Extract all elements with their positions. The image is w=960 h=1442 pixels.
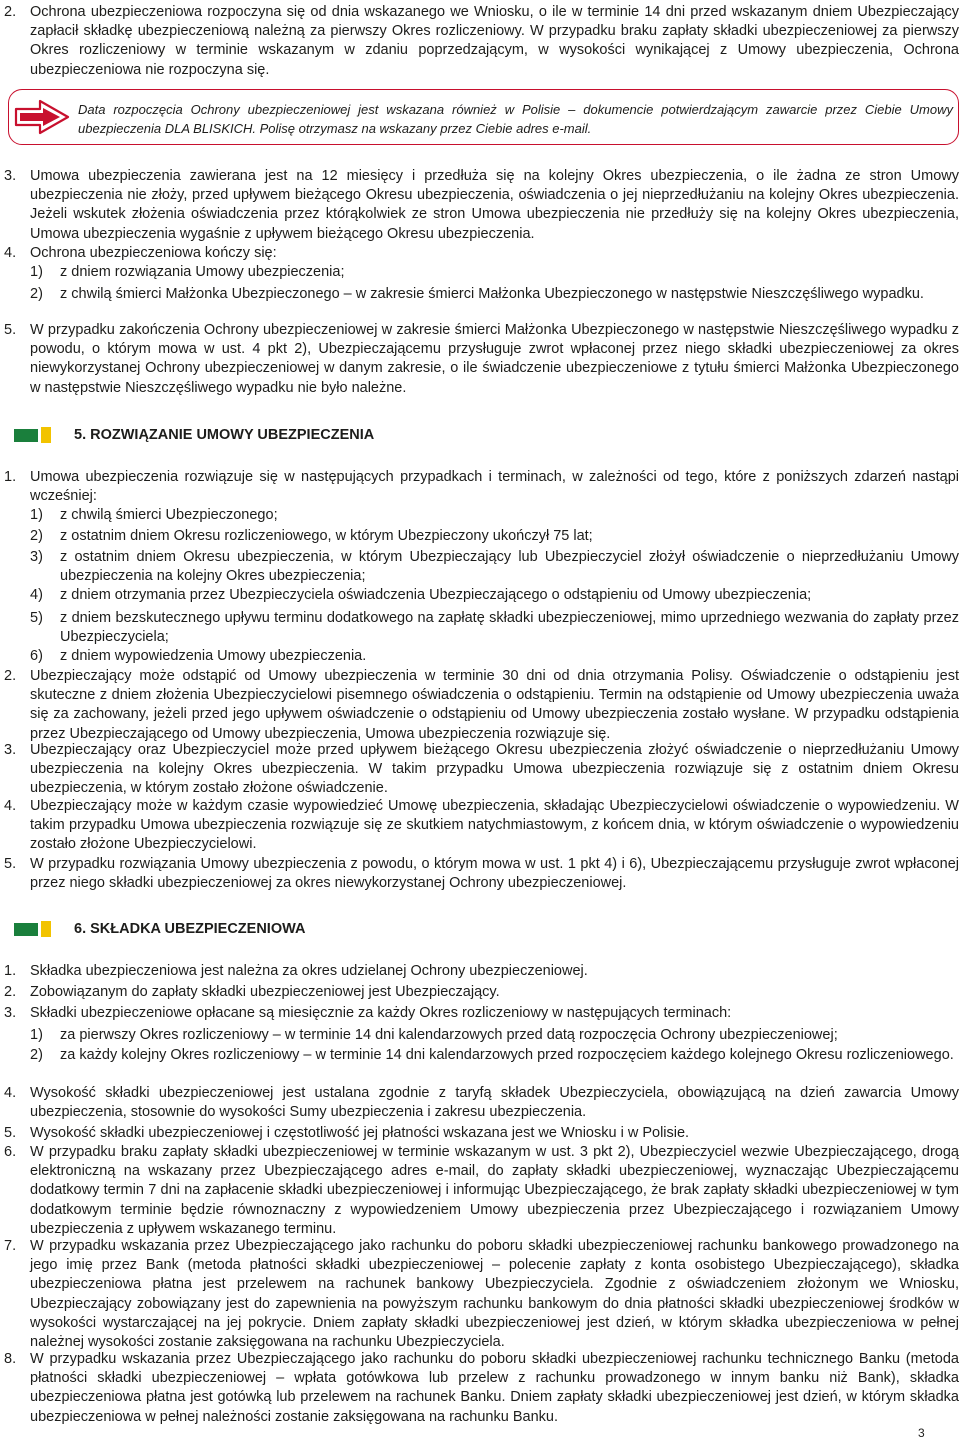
section-6-paragraph-8: 8. W przypadku wskazania przez Ubezpieczającego jako rachunku do poboru składki ubezpieczeniowej rachunku technicznego Banku (metoda płatności składki ubezpieczeniowej – wpłata gotówkowa lub przelew z rachunku prowadzonego w innym banku niż Bank), składka ubezpieczeniowa płatna jest gotówką lub przelewem na rachunek Banku. Dniem zapłaty składki ubezpieczeniowej jest dzień, w którym składka ubezpieczeniowa w pełnej należności zostanie zaksięgowana na rachunku Banku. — [4, 1351, 959, 1425]
section-5-item-2: 2) z ostatnim dniem Okresu rozliczeniowego, w którym Ubezpieczony ukończył 75 lat; — [30, 528, 593, 544]
green-square-icon — [14, 923, 38, 936]
section-5-item-5: 5) z dniem bezskutecznego upływu terminu dodatkowego na zapłatę składki ubezpieczeniowej, mimo uprzedniego wezwania do zapłaty przez Ubezpieczyciela; — [30, 610, 959, 646]
section-6-item-2: 2) za każdy kolejny Okres rozliczeniowy – w terminie 14 dni kalendarzowych przed rozpoczęciem każdego kolejnego Okresu rozliczeniowego. — [30, 1047, 954, 1063]
arrow-icon — [14, 99, 70, 135]
yellow-square-icon — [41, 921, 51, 937]
paragraph-4: 4. Ochrona ubezpieczeniowa kończy się: — [4, 245, 277, 261]
section-5-paragraph-5: 5. W przypadku rozwiązania Umowy ubezpieczenia z powodu, o którym mowa w ust. 1 pkt 4) i 6), Ubezpieczającemu przysługuje zwrot wpłaconej przez niego składki ubezpieczeniowej za okres niewykorzystanej Ochrony ubezpieczeniowej. — [4, 856, 959, 892]
section-6-paragraph-3: 3. Składki ubezpieczeniowe opłacane są miesięcznie za każdy Okres rozliczeniowy w następujących terminach: — [4, 1005, 732, 1021]
paragraph-5: 5. W przypadku zakończenia Ochrony ubezpieczeniowej w zakresie śmierci Małżonka Ubezpieczonego w następstwie Nieszczęśliwego wypadku z powodu, o którym mowa w ust. 4 pkt 2), Ubezpieczającemu przysługuje zwrot wpłaconej przez niego składki ubezpieczeniowej za okres niewykorzystanej Ochrony ubezpieczeniowej w danym zakresie, o ile świadczenie ubezpieczeniowe z tytułu śmierci Małżonka Ubezpieczonego w następstwie Nieszczęśliwego wypadku nie było należne. — [4, 322, 959, 396]
note-text: Data rozpoczęcia Ochrony ubezpieczeniowej jest wskazana również w Polisie – dokumencie potwierdzającym zawarcie przez Ciebie Umowy ubezpieczenia DLA BLISKICH. Polisę otrzymasz na wskazany przez Ciebie adres e-mail. — [78, 102, 953, 136]
document-page: 2. Ochrona ubezpieczeniowa rozpoczyna się od dnia wskazanego we Wniosku, o ile w terminie 14 dni przed wskazanym dniem Ubezpieczający zapłacił składkę ubezpieczeniową należną za pierwszy Okres rozliczeniowy. W przypadku braku zapłaty składki ubezpieczeniowej za pierwszy Okres rozliczeniowy w terminie wskazanym w zdaniu poprzedzającym, w wysokości wynikającej z Umowy ubezpieczenia, Ochrona ubezpieczeniowa nie rozpoczyna się. Data rozpoczęcia Ochrony ubezpieczeniowej jest wskazana również w Polisie – dokumencie potwierdzającym zawarcie przez Ciebie Umowy ubezpieczenia DLA BLISKICH. Polisę otrzymasz na wskazany przez Ciebie adres e-mail. 3. Umowa ubezpieczenia zawierana jest na 12 miesięcy i przedłuża się na kolejny Okres ubezpieczenia, o ile żadna ze stron Umowy ubezpieczenia nie złoży, przed upływem bieżącego Okresu ubezpieczenia, oświadczenia o jej nieprzedłużaniu na kolejny Okres ubezpieczenia. Jeżeli wskutek złożenia oświadczenia przez którąkolwiek ze stron Umowa ubezpieczenia nie przedłuży się na kolejny Okres ubezpieczenia, Umowa ubezpieczenia wygaśnie z upływem bieżącego Okresu ubezpieczenia. 4. Ochrona ubezpieczeniowa kończy się: 1) z dniem rozwiązania Umowy ubezpieczenia; 2) z chwilą śmierci Małżonka Ubezpieczonego – w zakresie śmierci Małżonka Ubezpieczonego w następstwie Nieszczęśliwego wypadku. 5. W przypadku zakończenia Ochrony ubezpieczeniowej w zakresie śmierci Małżonka Ubezpieczonego w następstwie Nieszczęśliwego wypadku z powodu, o którym mowa w ust. 4 pkt 2), Ubezpieczającemu przysługuje zwrot wpłaconej przez niego składki ubezpieczeniowej za okres niewykorzystanej Ochrony ubezpieczeniowej w danym zakresie, o ile świadczenie ubezpieczeniowe z tytułu śmierci Małżonka Ubezpieczonego w następstwie Nieszczęśliwego wypadku nie było należne. 5. ROZWIĄZANIE UMOWY UBEZPIECZENIA 1. Umowa ubezpieczenia rozwiązuje się w następujących przypadkach i terminach, w zależności od tego, które z poniższych zdarzeń nastąpi wcześniej: 1) z chwilą śmierci Ubezpieczonego; 2) z ostatnim dniem Okresu rozliczeniowego, w którym Ubezpieczony ukończył 75 lat; 3) z ostatnim dniem Okresu ubezpieczenia, w którym Ubezpieczający lub Ubezpieczyciel złożył oświadczenie o nieprzedłużaniu Umowy ubezpieczenia na kolejny Okres ubezpieczenia; 4) z dniem otrzymania przez Ubezpieczyciela oświadczenia Ubezpieczającego o odstąpieniu od Umowy ubezpieczenia; 5) z dniem bezskutecznego upływu terminu dodatkowego na zapłatę składki ubezpieczeniowej, mimo uprzedniego wezwania do zapłaty przez Ubezpieczyciela; 6) z dniem wypowiedzenia Umowy ubezpieczenia. 2. Ubezpieczający może odstąpić od Umowy ubezpieczenia w terminie 30 dni od dnia otrzymania Polisy. Oświadczenie o odstąpieniu jest skuteczne z dniem złożenia Ubezpieczycielowi pisemnego oświadczenia o odstąpieniu. Termin na odstąpienie od Umowy ubezpieczenia uważa się za zachowany, jeżeli przed jego upływem oświadczenie o odstąpieniu od Umowy ubezpieczenia zostało wysłane. W przypadku odstąpienia przez Ubezpieczającego od Umowy ubezpieczenia, Umowa ubezpieczenia rozwiązuje się. 3. Ubezpieczający oraz Ubezpieczyciel może przed upływem bieżącego Okresu ubezpieczenia złożyć oświadczenie o nieprzedłużaniu Umowy ubezpieczenia na kolejny Okres ubezpieczenia. W takim przypadku Umowa ubezpieczenia rozwiązuje się z ostatnim dniem Okresu ubezpieczenia, w którym zostało złożone oświadczenie. 4. Ubezpieczający może w każdym czasie wypowiedzieć Umowę ubezpieczenia, składając Ubezpieczycielowi oświadczenie o wypowiedzeniu. W takim przypadku Umowa ubezpieczenia rozwiązuje się ze skutkiem natychmiastowym, z końcem dnia, w którym oświadczenie o wypowiedzeniu zostało złożone Ubezpieczycielowi. 5. W przypadku rozwiązania Umowy ubezpieczenia z powodu, o którym mowa w ust. 1 pkt 4) i 6), Ubezpieczającemu przysługuje zwrot wpłaconej przez niego składki ubezpieczeniowej za okres niewykorzystanej Ochrony ubezpieczeniowej. 6. SKŁADKA UBEZPIECZENIOWA 1. Składka ubezpieczeniowa jest należna za okres udzielanej Ochrony ubezpieczeniowej. 2. Zobowiązanym do zapłaty składki ubezpieczeniowej jest Ubezpieczający. 3. Składki ubezpieczeniowe opłacane są miesięcznie za każdy Okres rozliczeniowy w następujących terminach: 1) za pierwszy Okres rozliczeniowy – w terminie 14 dni kalendarzowych przed datą rozpoczęcia Ochrony ubezpieczeniowej; 2) za każdy kolejny Okres rozliczeniowy – w terminie 14 dni kalendarzowych przed rozpoczęciem każdego kolejnego Okresu rozliczeniowego. 4. Wysokość składki ubezpieczeniowej jest ustalana zgodnie z taryfą składek Ubezpieczyciela, obowiązującą na dzień zawarcia Umowy ubezpieczenia, stosownie do wysokości Sumy ubezpieczenia i zakresu ubezpieczenia. 5. Wysokość składki ubezpieczeniowej i częstotliwość jej płatności wskazana jest we Wniosku i w Polisie. 6. W przypadku braku zapłaty składki ubezpieczeniowej w terminie wskazanym w ust. 3 pkt 2), Ubezpieczyciel wezwie Ubezpieczającego, drogą elektroniczną na wskazany przez Ubezpieczającego adres e-mail, do zapłaty składki ubezpieczeniowej, wyznaczając Ubezpieczającemu dodatkowy termin 7 dni na zapłacenie składki ubezpieczeniowej i informując Ubezpieczającego, że brak zapłaty składki ubezpieczeniowej w tym dodatkowym terminie będzie równoznaczny z wypowiedzeniem Umowy ubezpieczenia przez Ubezpieczającego i rozwiązaniem Umowy ubezpieczenia z upływem wskazanego terminu. 7. W przypadku wskazania przez Ubezpieczającego jako rachunku do poboru składki ubezpieczeniowej rachunku bankowego prowadzonego na jego imię przez Bank (metoda płatności składki ubezpieczeniowej – polecenie zapłaty z konta osobistego Ubezpieczającego), składka ubezpieczeniowa płatna jest przelewem na rachunek bankowy Ubezpieczyciela. Zgodnie z oświadczeniem złożonym we Wniosku, Ubezpieczający zobowiązany jest do zapewnienia na powyższym rachunku bankowym do dnia płatności składki ubezpieczeniowej środków w wysokości wystarczającej na jej pokrycie. Dniem zapłaty składki ubezpieczeniowej jest dzień, w którym składka ubezpieczeniowa w pełnej należnej wysokości zostanie zaksięgowana na rachunku Ubezpieczyciela. 8. W przypadku wskazania przez Ubezpieczającego jako rachunku do poboru składki ubezpieczeniowej rachunku technicznego Banku (metoda płatności składki ubezpieczeniowej – wpłata gotówkowa lub przelew z rachunku prowadzonego w innym banku niż Bank), składka ubezpieczeniowa płatna jest gotówką lub przelewem na rachunek Banku. Dniem zapłaty składki ubezpieczeniowej jest dzień, w którym składka ubezpieczeniowa w pełnej należności zostanie zaksięgowana na rachunku Banku. 3 — [4, 4, 959, 1440]
section-6-item-1: 1) za pierwszy Okres rozliczeniowy – w terminie 14 dni kalendarzowych przed datą rozpoczęcia Ochrony ubezpieczeniowej; — [30, 1027, 838, 1043]
section-6-paragraph-5: 5. Wysokość składki ubezpieczeniowej i częstotliwość jej płatności wskazana jest we Wniosku i w Polisie. — [4, 1125, 690, 1141]
section-6-paragraph-7: 7. W przypadku wskazania przez Ubezpieczającego jako rachunku do poboru składki ubezpieczeniowej rachunku bankowego prowadzonego na jego imię przez Bank (metoda płatności składki ubezpieczeniowej – polecenie zapłaty z konta osobistego Ubezpieczającego), składka ubezpieczeniowa płatna jest przelewem na rachunek bankowy Ubezpieczyciela. Zgodnie z oświadczeniem złożonym we Wniosku, Ubezpieczający zobowiązany jest do zapewnienia na powyższym rachunku bankowym do dnia płatności składki ubezpieczeniowej środków w wysokości wystarczającej na jej pokrycie. Dniem zapłaty składki ubezpieczeniowej jest dzień, w którym składka ubezpieczeniowa w pełnej należnej wysokości zostanie zaksięgowana na rachunku Ubezpieczyciela. — [4, 1238, 959, 1351]
green-square-icon — [14, 429, 38, 442]
paragraph-2: 2. Ochrona ubezpieczeniowa rozpoczyna się od dnia wskazanego we Wniosku, o ile w terminie 14 dni przed wskazanym dniem Ubezpieczający zapłacił składkę ubezpieczeniową należną za pierwszy Okres rozliczeniowy. W przypadku braku zapłaty składki ubezpieczeniowej za pierwszy Okres rozliczeniowy w terminie wskazanym w zdaniu poprzedzającym, w wysokości wynikającej z Umowy ubezpieczenia, Ochrona ubezpieczeniowa nie rozpoczyna się. — [4, 4, 959, 78]
section-5-paragraph-1: 1. Umowa ubezpieczenia rozwiązuje się w następujących przypadkach i terminach, w zależności od tego, które z poniższych zdarzeń nastąpi wcześniej: — [4, 469, 959, 505]
section-6-paragraph-6: 6. W przypadku braku zapłaty składki ubezpieczeniowej w terminie wskazanym w ust. 3 pkt 2), Ubezpieczyciel wezwie Ubezpieczającego, drogą elektroniczną na wskazany przez Ubezpieczającego adres e-mail, do zapłaty składki ubezpieczeniowej, wyznaczając Ubezpieczającemu dodatkowy termin 7 dni na zapłacenie składki ubezpieczeniowej i informując Ubezpieczającego, że brak zapłaty składki ubezpieczeniowej w tym dodatkowym terminie będzie równoznaczny z wypowiedzeniem Umowy ubezpieczenia przez Ubezpieczającego i rozwiązaniem Umowy ubezpieczenia z upływem wskazanego terminu. — [4, 1144, 959, 1237]
section-5-paragraph-3: 3. Ubezpieczający oraz Ubezpieczyciel może przed upływem bieżącego Okresu ubezpieczenia złożyć oświadczenie o nieprzedłużaniu Umowy ubezpieczenia na kolejny Okres ubezpieczenia. W takim przypadku Umowa ubezpieczenia rozwiązuje się z ostatnim dniem Okresu ubezpieczenia, w którym zostało złożone oświadczenie. — [4, 742, 959, 797]
paragraph-4-item-2: 2) z chwilą śmierci Małżonka Ubezpieczonego – w zakresie śmierci Małżonka Ubezpieczonego w następstwie Nieszczęśliwego wypadku. — [30, 286, 924, 302]
section-6-paragraph-4: 4. Wysokość składki ubezpieczeniowej jest ustalana zgodnie z taryfą składek Ubezpieczyciela, obowiązującą na dzień zawarcia Umowy ubezpieczenia, stosownie do wysokości Sumy ubezpieczenia i zakresu ubezpieczenia. — [4, 1085, 959, 1121]
paragraph-4-item-1: 1) z dniem rozwiązania Umowy ubezpieczenia; — [30, 264, 345, 280]
section-6-paragraph-1: 1. Składka ubezpieczeniowa jest należna za okres udzielanej Ochrony ubezpieczeniowej. — [4, 963, 588, 979]
yellow-square-icon — [41, 427, 51, 443]
section-5-item-4: 4) z dniem otrzymania przez Ubezpieczyciela oświadczenia Ubezpieczającego o odstąpieniu od Umowy ubezpieczenia; — [30, 587, 812, 603]
section-5-item-3: 3) z ostatnim dniem Okresu ubezpieczenia, w którym Ubezpieczający lub Ubezpieczyciel złożył oświadczenie o nieprzedłużaniu Umowy ubezpieczenia na kolejny Okres ubezpieczenia; — [30, 549, 959, 585]
section-6-paragraph-2: 2. Zobowiązanym do zapłaty składki ubezpieczeniowej jest Ubezpieczający. — [4, 984, 500, 1000]
paragraph-3: 3. Umowa ubezpieczenia zawierana jest na 12 miesięcy i przedłuża się na kolejny Okres ubezpieczenia, o ile żadna ze stron Umowy ubezpieczenia nie złoży, przed upływem bieżącego Okresu ubezpieczenia, oświadczenia o jej nieprzedłużaniu na kolejny Okres ubezpieczenia. Jeżeli wskutek złożenia oświadczenia przez którąkolwiek ze stron Umowa ubezpieczenia nie przedłuży się na kolejny Okres ubezpieczenia, Umowa ubezpieczenia wygaśnie z upływem bieżącego Okresu ubezpieczenia. — [4, 168, 959, 242]
page-number: 3 — [918, 1426, 925, 1440]
section-5-paragraph-2: 2. Ubezpieczający może odstąpić od Umowy ubezpieczenia w terminie 30 dni od dnia otrzymania Polisy. Oświadczenie o odstąpieniu jest skuteczne z dniem złożenia Ubezpieczycielowi pisemnego oświadczenia o odstąpieniu. Termin na odstąpienie od Umowy ubezpieczenia uważa się za zachowany, jeżeli przed jego upływem oświadczenie o odstąpieniu od Umowy ubezpieczenia zostało wysłane. W przypadku odstąpienia przez Ubezpieczającego od Umowy ubezpieczenia, Umowa ubezpieczenia rozwiązuje się. — [4, 668, 959, 742]
section-5-paragraph-4: 4. Ubezpieczający może w każdym czasie wypowiedzieć Umowę ubezpieczenia, składając Ubezpieczycielowi oświadczenie o wypowiedzeniu. W takim przypadku Umowa ubezpieczenia rozwiązuje się ze skutkiem natychmiastowym, z końcem dnia, w którym oświadczenie o wypowiedzeniu zostało złożone Ubezpieczycielowi. — [4, 798, 959, 853]
section-5-item-6: 6) z dniem wypowiedzenia Umowy ubezpieczenia. — [30, 648, 367, 664]
section-5-item-1: 1) z chwilą śmierci Ubezpieczonego; — [30, 507, 278, 523]
